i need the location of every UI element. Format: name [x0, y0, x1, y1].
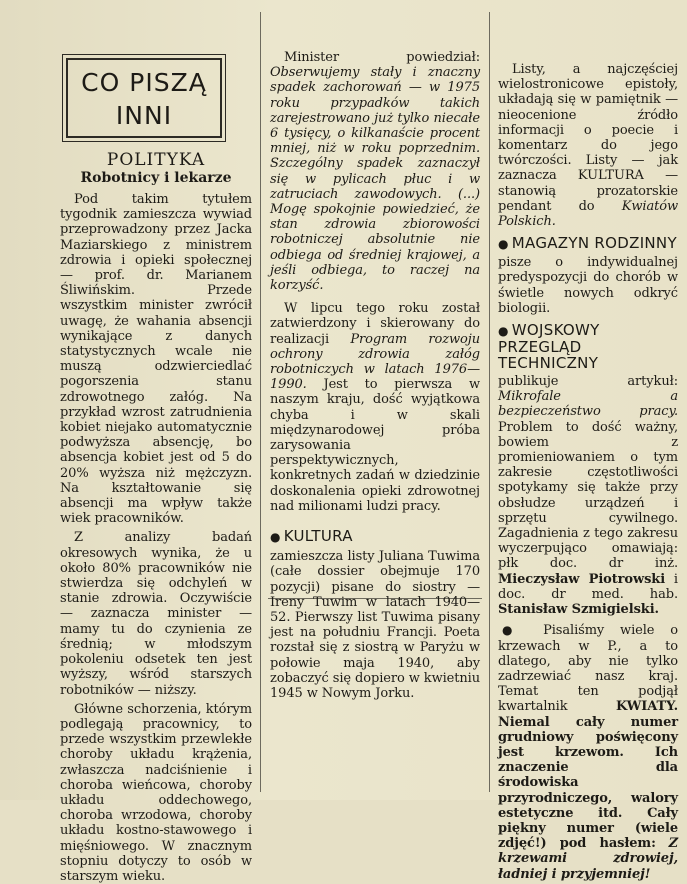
article-text: publikuje artykuł: — [498, 374, 678, 390]
section-title-kultura: ● KULTURA — [270, 527, 353, 546]
program-title: Program rozwoju ochrony zdrowia załóg robotniczych w latach 1976—1990. — [270, 331, 480, 393]
column-3 — [498, 62, 678, 882]
column-rule — [260, 12, 261, 792]
section-title-wojskowy: ● WOJSKOWY PRZEGLĄD TECHNICZNY — [498, 321, 600, 373]
article-title: Mikrofale a bezpieczeństwo pracy. — [498, 389, 678, 420]
masthead-title: CO PISZĄ — [81, 68, 207, 97]
article-text: Problem to dość ważny, bowiem z promieniowaniem o tym zakresie częstotliwości spotykamy się także przy obsłudze urządzeń i sprzętu cywilnego. Zagadnienia z tego zakresu wyczerpująco omawiają: płk doc. dr inż. — [498, 419, 678, 572]
section-title-magazyn: ● MAGAZYN RODZINNY — [498, 234, 677, 253]
article-text: Pisaliśmy wiele o krzewach w P., a to dlatego, aby nie tylko zadrzewiać nasz kraj. Temat ten podjął kwartalnik — [498, 623, 678, 715]
article-text: Jest to pierwsza w naszym kraju, dość wyjątkowa chyba i w skali międzynarodowej próba zarysowania perspektywicznych, konkretnych zadań w dziedzinie doskonalenia opieki zdrowotnej nad milionami ludzi pracy. — [270, 377, 480, 514]
bullet-icon: ● — [502, 623, 525, 638]
author-name: Stanisław Szmigielski. — [498, 602, 659, 618]
article-headline: Robotnicy i lekarze — [80, 170, 232, 186]
article-paragraph: Z analizy badań okresowych wynika, że u około 80% pracowników nie stwierdza się odchyleń w stanie zdrowia. Oczywiście — zaznacza minister — mamy tu do czynienia ze średnią; w młodszym pokoleniu odsetek ten jest wyższy, wśród starszych robotników — niższy. — [60, 530, 252, 698]
article-text: KWIATY. Niemal cały numer grudniowy poświęcony jest krzewom. Ich znaczenie dla środowiska przyrodniczego, walory estetyczne itd. Cały piękny numer (wiele zdjęć!) pod hasłem: — [498, 699, 678, 852]
bullet-icon: ● — [270, 530, 281, 545]
article-paragraph — [270, 301, 480, 514]
article-paragraph — [60, 702, 252, 884]
article-paragraph: Pod takim tytułem tygodnik zamieszcza wywiad przeprowadzony przez Jacka Maziarskiego z ministrem zdrowia i opieki społecznej — prof. dr. Marianem Śliwińskim. Przede wszystkim minister zwrócił uwagę, że wahania absencji wynikające z danych statystycznych wcale nie muszą odzwierciedlać pogorszenia stanu zdrowotnego załóg. Na przykład wzrost zatrudnienia kobiet niejako automatycznie podwyższa absencję, bo absencja kobiet jest od 5 do 20% wyższa niż mężczyzn. Na kształtowanie się absencji ma wpływ także wiek pracowników. — [60, 192, 252, 527]
bullet-icon: ● — [498, 237, 509, 252]
slogan-quote: Z krzewami zdrowiej, ładniej i przyjemniej! — [498, 836, 678, 882]
column-2 — [270, 50, 480, 701]
article-text: i doc. dr med. hab. — [498, 571, 678, 602]
column-1 — [60, 150, 252, 884]
article-text: Główne schorzenia, którym podlegają pracownicy, to przede wszystkim przewlekłe choroby układu krążenia, zwłaszcza nadciśnienie i choroba wieńcowa, choroby układu oddechowego, choroba wrzodowa, choroby układu kostno-stawowego i mięśniowego. W znacznym stopniu dotyczy to osób w starszym wieku. — [60, 701, 252, 884]
column-rule — [489, 12, 490, 792]
article-text: Minister powiedział: — [284, 50, 480, 65]
article-text: W lipcu tego roku został zatwierdzony i skierowany do realizacji — [270, 301, 480, 347]
article-paragraph: pisze o indywidualnej predyspozycji do chorób w świetle nowych odkryć biologii. — [498, 255, 678, 316]
masthead-box — [66, 58, 222, 138]
section-title-polityka: POLITYKA — [106, 150, 206, 170]
book-title: Kwiatów Polskich. — [498, 198, 678, 230]
masthead-subtitle: INNI — [115, 101, 173, 130]
bullet-icon: ● — [498, 324, 509, 339]
minister-quote: Obserwujemy stały i znaczny spadek zachorowań — w 1975 roku przypadków takich zarejestrowano już tylko niecałe 6 tysięcy, o kilkanaście procent mniej, niż w roku poprzednim. Szczególny spadek zaznaczył się w pylicach płuc i w zatruciach zawodowych. (...) Mogę spokojnie powiedzieć, że stan zdrowia zbiorowości robotniczej absolutnie nie odbiega od średniej krajowej, a jeśli odbiega, to raczej na korzyść. — [270, 65, 480, 294]
article-paragraph: zamieszcza listy Juliana Tuwima (całe dossier obejmuje 170 pozycji) pisane do siostry — Ireny Tuwim w latach 1940—52. Pierwszy list Tuwima pisany jest na południu Francji. Poeta rozstał się z siostrą w Paryżu w połowie maja 1940, aby zobaczyć się dopiero w kwietniu 1945 w Nowym Jorku. — [270, 549, 480, 701]
author-name: Mieczysław Piotrowski — [498, 571, 666, 587]
article-paragraph — [498, 374, 678, 617]
article-paragraph — [498, 62, 678, 229]
article-paragraph — [270, 50, 480, 293]
article-paragraph — [498, 623, 678, 881]
article-text: Listy, a najczęściej wielostronicowe epistoły, układają się w pamiętnik — nieocenione źródło informacji o poecie i komentarz do jego twórczości. Listy — jak zaznacza KULTURA — stanowią prozatorskie pendant do — [498, 62, 678, 214]
